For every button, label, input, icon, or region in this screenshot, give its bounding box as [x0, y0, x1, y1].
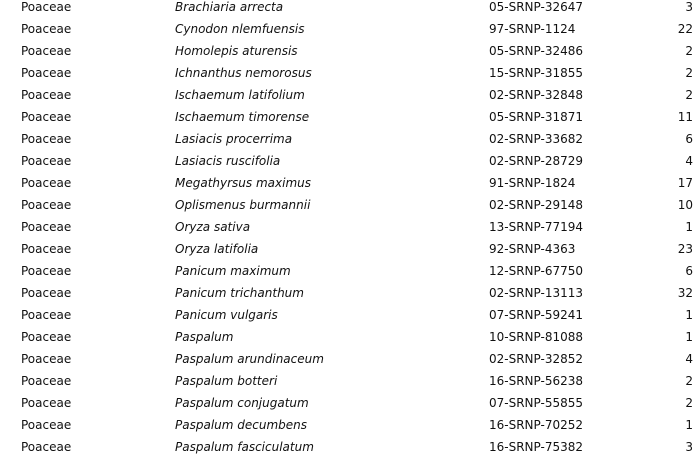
count-cell: 6 [685, 264, 693, 278]
table-row [0, 238, 700, 260]
family-cell: Poaceae [21, 308, 72, 322]
table-row [0, 436, 700, 458]
count-cell: 1 [685, 220, 693, 234]
species-cell: Panicum vulgaris [175, 308, 278, 322]
species-cell: Brachiaria arrecta [175, 0, 284, 14]
table-row [0, 414, 700, 436]
voucher-cell: 07-SRNP-59241 [489, 308, 584, 322]
family-cell: Poaceae [21, 242, 72, 256]
count-cell: 4 [685, 154, 693, 168]
family-cell: Poaceae [21, 220, 72, 234]
count-cell: 32 [677, 286, 693, 300]
table-row [0, 40, 700, 62]
species-cell: Paspalum decumbens [175, 418, 308, 432]
family-cell: Poaceae [21, 374, 72, 388]
count-cell: 1 [685, 418, 693, 432]
table-row [0, 150, 700, 172]
count-cell: 11 [677, 110, 693, 124]
species-cell: Homolepis aturensis [175, 44, 298, 58]
family-cell: Poaceae [21, 396, 72, 410]
voucher-cell: 02-SRNP-32852 [489, 352, 584, 366]
table-row [0, 18, 700, 40]
species-cell: Paspalum fasciculatum [175, 440, 314, 454]
count-cell: 2 [685, 396, 693, 410]
table-row [0, 392, 700, 414]
table-row [0, 282, 700, 304]
species-cell: Lasiacis ruscifolia [175, 154, 281, 168]
voucher-cell: 07-SRNP-55855 [489, 396, 584, 410]
count-cell: 6 [685, 132, 693, 146]
family-cell: Poaceae [21, 418, 72, 432]
count-cell: 2 [685, 374, 693, 388]
voucher-cell: 15-SRNP-31855 [489, 66, 584, 80]
voucher-cell: 10-SRNP-81088 [489, 330, 584, 344]
voucher-cell: 92-SRNP-4363 [489, 242, 576, 256]
count-cell: 2 [685, 88, 693, 102]
count-cell: 17 [677, 176, 693, 190]
count-cell: 23 [677, 242, 693, 256]
voucher-cell: 91-SRNP-1824 [489, 176, 576, 190]
count-cell: 10 [677, 198, 693, 212]
count-cell: 3 [685, 0, 693, 14]
species-cell: Cynodon nlemfuensis [175, 22, 305, 36]
family-cell: Poaceae [21, 132, 72, 146]
family-cell: Poaceae [21, 154, 72, 168]
table-row [0, 304, 700, 326]
voucher-cell: 97-SRNP-1124 [489, 22, 576, 36]
count-cell: 3 [685, 440, 693, 454]
family-cell: Poaceae [21, 286, 72, 300]
table-row [0, 194, 700, 216]
count-cell: 2 [685, 44, 693, 58]
family-cell: Poaceae [21, 66, 72, 80]
voucher-cell: 05-SRNP-32486 [489, 44, 584, 58]
family-cell: Poaceae [21, 110, 72, 124]
species-cell: Ichnanthus nemorosus [175, 66, 312, 80]
voucher-cell: 02-SRNP-33682 [489, 132, 584, 146]
voucher-cell: 13-SRNP-77194 [489, 220, 584, 234]
count-cell: 1 [685, 330, 693, 344]
species-cell: Panicum trichanthum [175, 286, 304, 300]
count-cell: 4 [685, 352, 693, 366]
family-cell: Poaceae [21, 22, 72, 36]
species-cell: Oryza latifolia [175, 242, 259, 256]
table-row [0, 106, 700, 128]
species-cell: Ischaemum timorense [175, 110, 310, 124]
species-cell: Lasiacis procerrima [175, 132, 293, 146]
voucher-cell: 05-SRNP-32647 [489, 0, 584, 14]
species-cell: Paspalum arundinaceum [175, 352, 324, 366]
table-row [0, 0, 700, 18]
family-cell: Poaceae [21, 176, 72, 190]
species-cell: Paspalum botteri [175, 374, 278, 388]
family-cell: Poaceae [21, 88, 72, 102]
table-row [0, 84, 700, 106]
species-cell: Ischaemum latifolium [175, 88, 305, 102]
species-cell: Paspalum conjugatum [175, 396, 309, 410]
table-row [0, 370, 700, 392]
voucher-cell: 05-SRNP-31871 [489, 110, 584, 124]
table-row [0, 260, 700, 282]
table-row [0, 348, 700, 370]
table-row [0, 62, 700, 84]
family-cell: Poaceae [21, 198, 72, 212]
table-row [0, 128, 700, 150]
family-cell: Poaceae [21, 352, 72, 366]
voucher-cell: 12-SRNP-67750 [489, 264, 584, 278]
table-row [0, 326, 700, 348]
family-cell: Poaceae [21, 0, 72, 14]
count-cell: 22 [677, 22, 693, 36]
count-cell: 2 [685, 66, 693, 80]
voucher-cell: 16-SRNP-56238 [489, 374, 584, 388]
voucher-cell: 02-SRNP-29148 [489, 198, 584, 212]
family-cell: Poaceae [21, 44, 72, 58]
family-cell: Poaceae [21, 330, 72, 344]
species-cell: Panicum maximum [175, 264, 291, 278]
family-cell: Poaceae [21, 264, 72, 278]
voucher-cell: 02-SRNP-13113 [489, 286, 584, 300]
species-cell: Oplismenus burmannii [175, 198, 311, 212]
voucher-cell: 16-SRNP-75382 [489, 440, 584, 454]
species-cell: Oryza sativa [175, 220, 251, 234]
species-cell: Megathyrsus maximus [175, 176, 312, 190]
species-cell: Paspalum [175, 330, 234, 344]
table-row [0, 172, 700, 194]
voucher-cell: 02-SRNP-28729 [489, 154, 584, 168]
family-cell: Poaceae [21, 440, 72, 454]
count-cell: 1 [685, 308, 693, 322]
table-row [0, 216, 700, 238]
voucher-cell: 02-SRNP-32848 [489, 88, 584, 102]
voucher-cell: 16-SRNP-70252 [489, 418, 584, 432]
